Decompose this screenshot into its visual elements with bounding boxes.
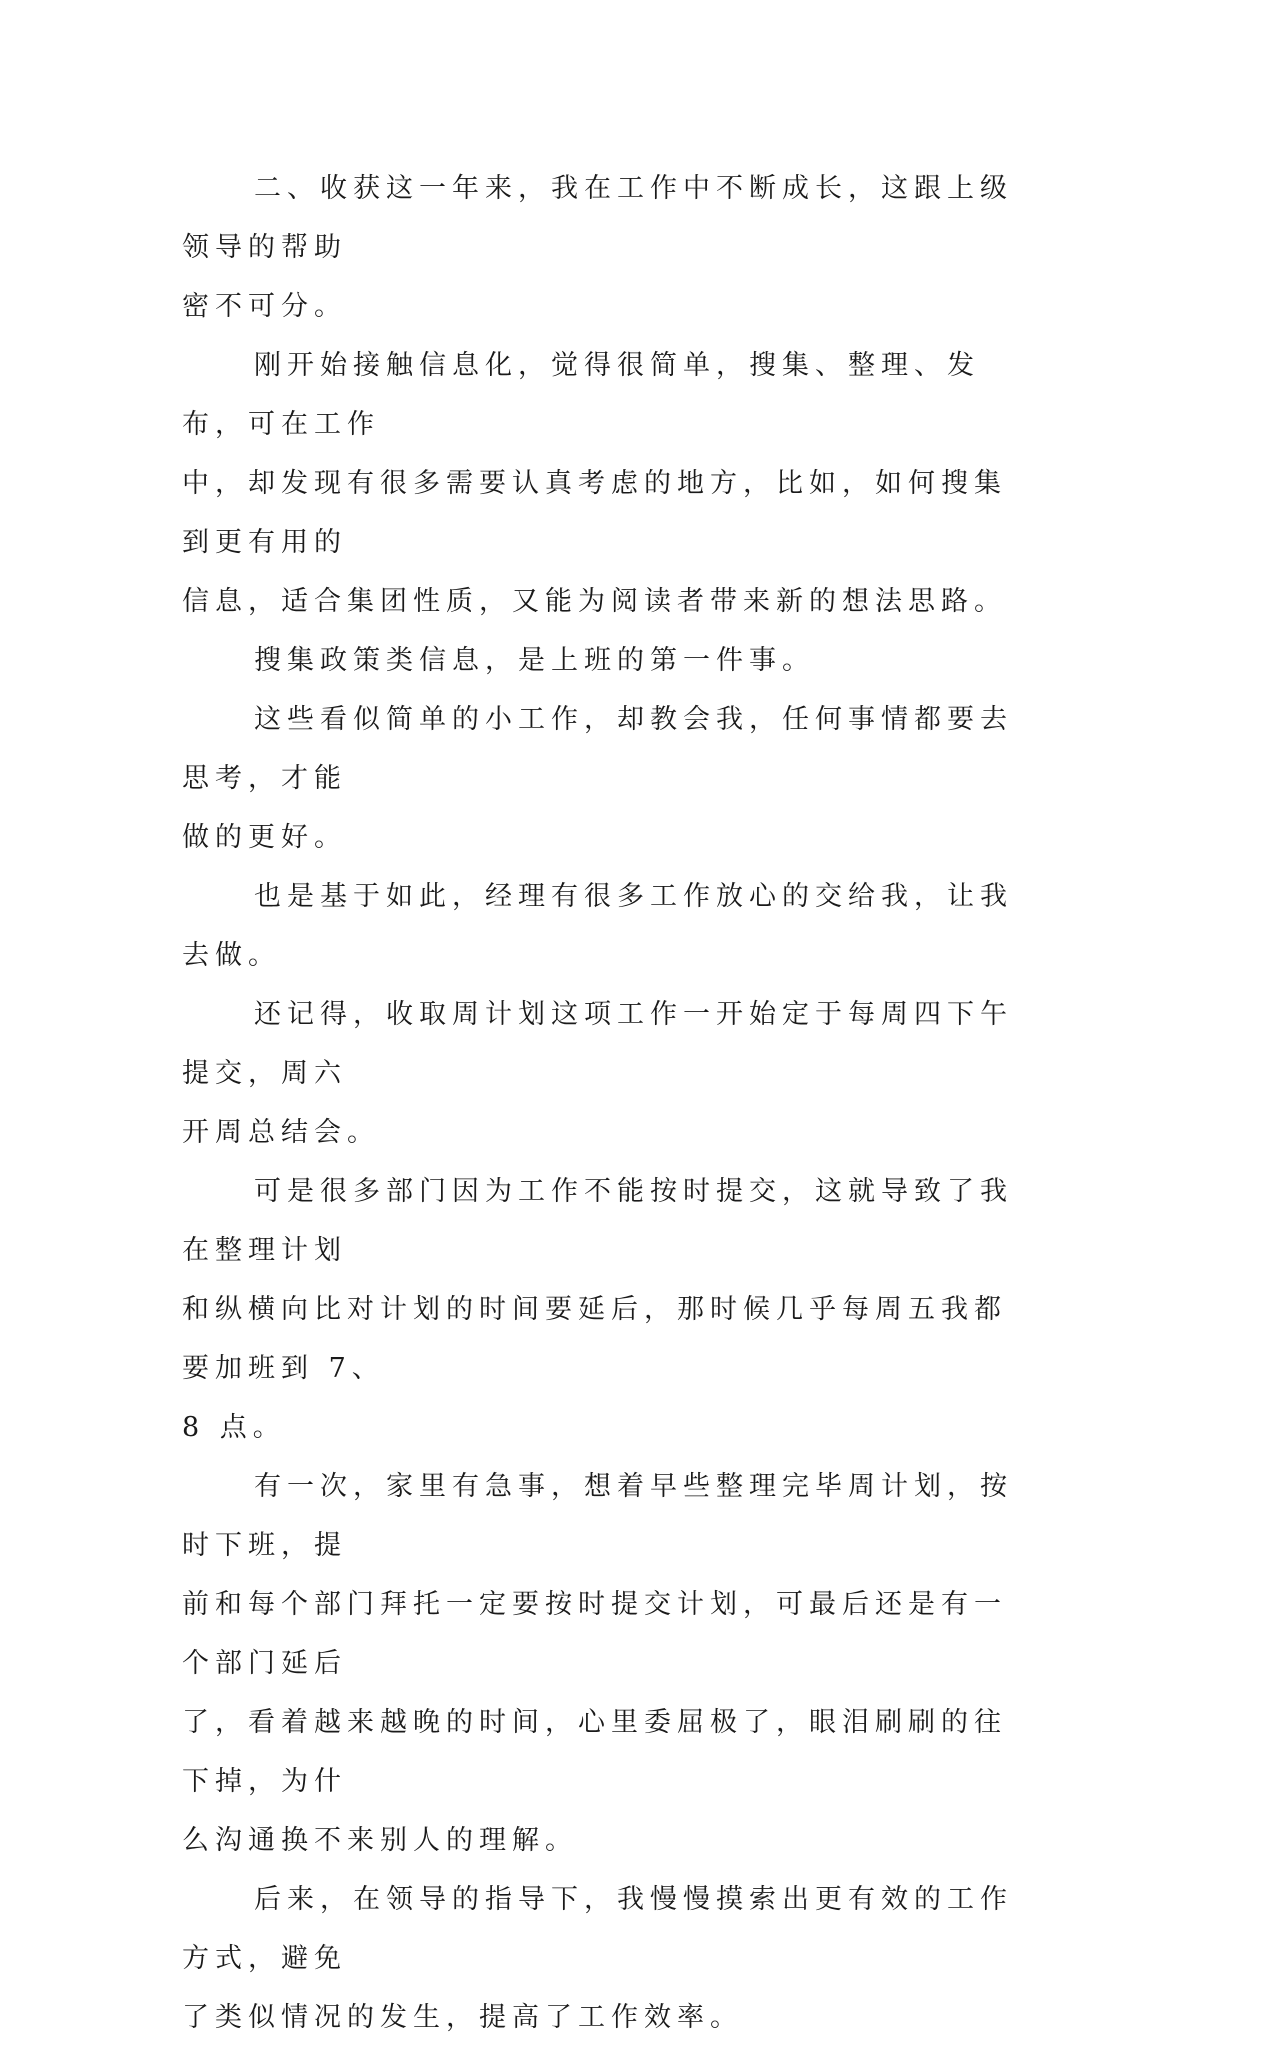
paragraph-2 (182, 336, 1032, 631)
paragraph-line: 可是很多部门因为工作不能按时提交，这就导致了我在整理计划 (182, 1176, 1013, 1266)
paragraph-4 (182, 690, 1032, 867)
paragraph-line: 和纵横向比对计划的时间要延后，那时候几乎每周五我都要加班到 7、 (182, 1294, 1007, 1384)
paragraph-6 (182, 985, 1032, 1162)
paragraph-line: 搜集政策类信息，是上班的第一件事。 (254, 645, 815, 676)
paragraph-line: 二、收获这一年来，我在工作中不断成长，这跟上级领导的帮助 (182, 173, 1013, 263)
paragraph-8 (182, 1457, 1032, 1870)
paragraph-3 (182, 631, 1032, 690)
document-body (182, 159, 1032, 2047)
paragraph-line: 了，看着越来越晚的时间，心里委屈极了，眼泪刷刷的往下掉，为什 (182, 1707, 1007, 1797)
paragraph-line: 后来，在领导的指导下，我慢慢摸索出更有效的工作方式，避免 (182, 1884, 1013, 1974)
paragraph-line: 开周总结会。 (182, 1117, 380, 1148)
paragraph-line: 么沟通换不来别人的理解。 (182, 1825, 578, 1856)
paragraph-5 (182, 867, 1032, 985)
paragraph-7 (182, 1162, 1032, 1457)
paragraph-1 (182, 159, 1032, 336)
paragraph-line: 刚开始接触信息化，觉得很简单，搜集、整理、发布，可在工作 (182, 350, 980, 440)
paragraph-line: 密不可分。 (182, 291, 347, 322)
paragraph-line: 信息，适合集团性质，又能为阅读者带来新的想法思路。 (182, 586, 1007, 617)
paragraph-line: 也是基于如此，经理有很多工作放心的交给我，让我去做。 (182, 881, 1013, 971)
paragraph-line: 有一次，家里有急事，想着早些整理完毕周计划，按时下班，提 (182, 1471, 1013, 1561)
paragraph-line: 前和每个部门拜托一定要按时提交计划，可最后还是有一个部门延后 (182, 1589, 1007, 1679)
paragraph-line: 做的更好。 (182, 822, 347, 853)
paragraph-9 (182, 1870, 1032, 2047)
paragraph-line: 还记得，收取周计划这项工作一开始定于每周四下午提交，周六 (182, 999, 1013, 1089)
paragraph-line: 了类似情况的发生，提高了工作效率。 (182, 2002, 743, 2033)
paragraph-line: 中，却发现有很多需要认真考虑的地方，比如，如何搜集到更有用的 (182, 468, 1007, 558)
paragraph-line: 8 点。 (182, 1412, 286, 1443)
paragraph-line: 这些看似简单的小工作，却教会我，任何事情都要去思考，才能 (182, 704, 1013, 794)
